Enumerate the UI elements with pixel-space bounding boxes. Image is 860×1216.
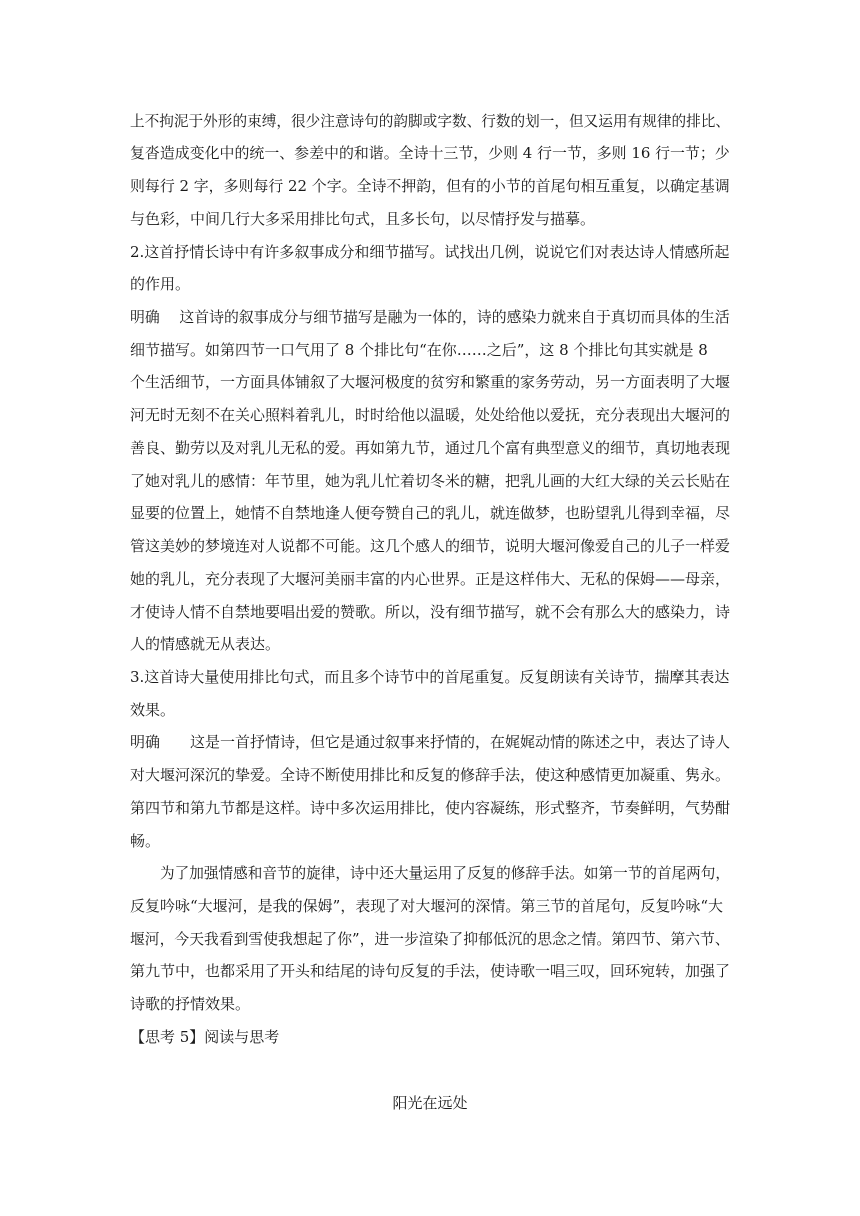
paragraph-first-line: 为了加强情感和音节的旋律，诗中还大量运用了反复的修辞手法。如第一节的首尾两句， — [160, 864, 731, 882]
section-heading: 【思考 5】阅读与思考 — [130, 1028, 280, 1046]
text-line: 上不拘泥于外形的束缚，很少注意诗句的韵脚或字数、行数的划一，但又运用有规律的排比、 — [130, 112, 731, 130]
text-line: 则每行 2 字，多则每行 22 个字。全诗不押韵，但有的小节的首尾句相互重复，以确定基调 — [130, 177, 730, 195]
text-line: 诗歌的抒情效果。 — [130, 995, 251, 1013]
answer-line: 明确 这是一首抒情诗，但它是通过叙事来抒情的，在娓娓动情的陈述之中，表达了诗人 — [130, 733, 731, 751]
text-line: 了她对乳儿的感情：年节里，她为乳儿忙着切冬米的糖，把乳儿画的大红大绿的关云长贴在 — [130, 472, 731, 490]
text-line: 与色彩，中间几行大多采用排比句式，且多长句，以尽情抒发与描摹。 — [130, 210, 596, 228]
text-line: 堰河，今天我看到雪使我想起了你”，进一步渲染了抑郁低沉的思念之情。第四节、第六节、 — [130, 930, 730, 948]
question-line: 2.这首抒情长诗中有许多叙事成分和细节描写。试找出几例，说说它们对表达诗人情感所起 — [130, 243, 730, 261]
text-line: 畅。 — [130, 832, 161, 850]
text-line: 人的情感就无从表达。 — [130, 635, 281, 653]
text-line: 第四节和第九节都是这样。诗中多次运用排比，使内容凝练，形式整齐，节奏鲜明，气势酣 — [130, 799, 731, 817]
text-line: 个生活细节，一方面具体铺叙了大堰河极度的贫穷和繁重的家务劳动，另一方面表明了大堰 — [130, 373, 731, 391]
text-line: 善良、勤劳以及对乳儿无私的爱。再如第九节，通过几个富有典型意义的细节，真切地表现 — [130, 439, 731, 457]
question-line: 效果。 — [130, 701, 176, 719]
text-line: 管这美妙的梦境连对人说都不可能。这几个感人的细节，说明大堰河像爱自己的儿子一样爱 — [130, 537, 731, 555]
text-line: 细节描写。如第四节一口气用了 8 个排比句“在你……之后”，这 8 个排比句其实就是 8 — [130, 341, 708, 359]
text-line: 反复吟咏“大堰河，是我的保姆”，表现了对大堰河的深情。第三节的首尾句，反复吟咏“大 — [130, 897, 724, 915]
text-line: 才使诗人情不自禁地要唱出爱的赞歌。所以，没有细节描写，就不会有那么大的感染力，诗 — [130, 603, 731, 621]
answer-line: 明确 这首诗的叙事成分与细节描写是融为一体的，诗的感染力就来自于真切而具体的生活 — [130, 308, 730, 326]
question-line: 3.这首诗大量使用排比句式，而且多个诗节中的首尾重复。反复朗读有关诗节，揣摩其表达 — [130, 668, 730, 686]
text-line: 显要的位置上，她情不自禁地逢人便夸赞自己的乳儿，就连做梦，也盼望乳儿得到幸福，尽 — [130, 504, 731, 522]
text-line: 对大堰河深沉的挚爱。全诗不断使用排比和反复的修辞手法，使这种感情更加凝重、隽永。 — [130, 766, 731, 784]
text-line: 她的乳儿，充分表现了大堰河美丽丰富的内心世界。正是这样伟大、无私的保姆——母亲， — [130, 570, 731, 588]
text-line: 河无时无刻不在关心照料着乳儿，时时给他以温暖，处处给他以爱抚，充分表现出大堰河的 — [130, 406, 731, 424]
poem-title: 阳光在远处 — [392, 1094, 468, 1112]
text-line: 复沓造成变化中的统一、参差中的和谐。全诗十三节，少则 4 行一节，多则 16 行一节；少 — [130, 144, 730, 162]
question-line: 的作用。 — [130, 275, 191, 293]
text-line: 第九节中，也都采用了开头和结尾的诗句反复的手法，使诗歌一唱三叹，回环宛转，加强了 — [130, 962, 731, 980]
